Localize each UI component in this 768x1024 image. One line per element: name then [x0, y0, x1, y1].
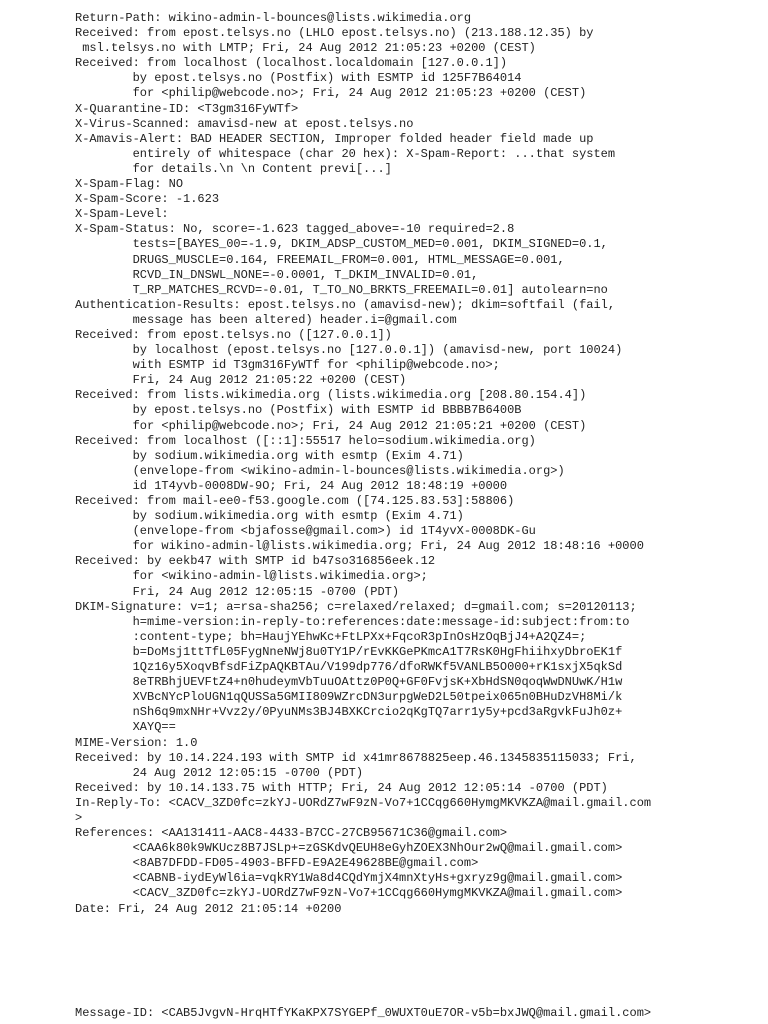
header-line: with ESMTP id T3gm316FyWTf for <philip@webcode.no>;: [75, 358, 500, 373]
header-line-received: Received: by 10.14.224.193 with SMTP id x41mr8678825eep.46.1345835115033; Fri,: [75, 750, 637, 765]
header-line: (envelope-from <bjafosse@gmail.com>) id 1T4yvX-0008DK-Gu: [75, 524, 536, 539]
raw-email-headers: [75, 11, 651, 917]
header-line-date: Date: Fri, 24 Aug 2012 21:05:14 +0200: [75, 901, 342, 916]
header-line-in-reply-to: In-Reply-To: <CACV_3ZD0fc=zkYJ-UORdZ7wF9zN-Vo7+1CCqg660HymgMKVKZA@mail.gmail.com: [75, 795, 652, 810]
header-line-mime-version: MIME-Version: 1.0: [75, 735, 198, 750]
header-line-spam-status: X-Spam-Status: No, score=-1.623 tagged_above=-10 required=2.8: [75, 222, 515, 237]
header-line: 1Qz16y5XoqvBfsdFiZpAQKBTAu/V199dp776/dfoRWKf5VANLB5O000+rK1sxjX5qkSd: [75, 660, 623, 675]
header-line-received: Received: from mail-ee0-f53.google.com ([74.125.83.53]:58806): [75, 494, 515, 508]
header-line-spam-score: X-Spam-Score: -1.623: [75, 192, 220, 207]
header-line: by localhost (epost.telsys.no [127.0.0.1]) (amavisd-new, port 10024): [75, 343, 623, 358]
header-line-references: References: <AA131411-AAC8-4433-B7CC-27CB95671C36@gmail.com>: [75, 826, 508, 841]
header-line: <CAA6k80k9WKUcz8B7JSLp+=zGSKdvQEUH8eGyhZOEX3NhOur2wQ@mail.gmail.com>: [75, 841, 623, 856]
header-line: for <wikino-admin-l@lists.wikimedia.org>;: [75, 569, 428, 584]
header-line-authentication-results: Authentication-Results: epost.telsys.no (amavisd-new); dkim=softfail (fail,: [75, 297, 616, 312]
header-line: for <philip@webcode.no>; Fri, 24 Aug 2012 21:05:21 +0200 (CEST): [75, 418, 587, 433]
header-line: Fri, 24 Aug 2012 12:05:15 -0700 (PDT): [75, 584, 400, 599]
header-line: for details.\n \n Content previ[...]: [75, 161, 392, 176]
header-line-message-id: Message-ID: <CAB5JvgvN-HrqHTfYKaKPX7SYGEPf_0WUXT0uE7OR-v5b=bxJWQ@mail.gmail.com>: [75, 1006, 652, 1020]
header-line: for <philip@webcode.no>; Fri, 24 Aug 2012 21:05:23 +0200 (CEST): [75, 86, 587, 101]
header-line: XAYQ==: [75, 720, 176, 735]
header-line: Received: from epost.telsys.no (LHLO epost.telsys.no) (213.188.12.35) by: [75, 26, 594, 41]
header-line: id 1T4yvb-0008DW-9O; Fri, 24 Aug 2012 18:48:19 +0000: [75, 478, 508, 493]
header-line-quarantine-id: X-Quarantine-ID: <T3gm316FyWTf>: [75, 101, 299, 116]
header-line: Fri, 24 Aug 2012 21:05:22 +0200 (CEST): [75, 373, 407, 388]
header-line: (envelope-from <wikino-admin-l-bounces@lists.wikimedia.org>): [75, 463, 565, 478]
header-line: b=DoMsj1ttTfL05FygNneNWj8u0TY1P/rEvKKGePKmcA1T7RsK0HgFhiihxyDbroEK1f: [75, 644, 623, 659]
header-line: msl.telsys.no with LMTP; Fri, 24 Aug 2012 21:05:23 +0200 (CEST): [75, 41, 536, 56]
header-line: :content-type; bh=HaujYEhwKc+FtLPXx+FqcoR3pInOsHzOqBjJ4+A2QZ4=;: [75, 629, 587, 644]
header-line: entirely of whitespace (char 20 hex): X-Spam-Report: ...that system: [75, 146, 616, 161]
header-line: <CABNB-iydEyWl6ia=vqkRY1Wa8d4CQdYmjX4mnXtyHs+gxryz9g@mail.gmail.com>: [75, 871, 623, 886]
header-line: 8eTRBhjUEVFtZ4+n0hudeymVbTuuOAttz0P0Q+GF0FvjsK+XbHdSN0qoqWwDNUwK/H1w: [75, 675, 623, 690]
header-line: Received: from localhost (localhost.localdomain [127.0.0.1]): [75, 56, 508, 71]
header-line-received: Received: from localhost ([::1]:55517 helo=sodium.wikimedia.org): [75, 433, 536, 448]
header-line-spam-flag: X-Spam-Flag: NO: [75, 177, 184, 192]
header-line: >: [75, 810, 83, 825]
header-line: by sodium.wikimedia.org with esmtp (Exim 4.71): [75, 448, 464, 463]
header-line: by epost.telsys.no (Postfix) with ESMTP id 125F7B64014: [75, 71, 522, 86]
header-line-received: Received: by eekb47 with SMTP id b47so316856eek.12: [75, 554, 436, 569]
header-line: by epost.telsys.no (Postfix) with ESMTP id BBBB7B6400B: [75, 403, 522, 418]
header-line-received: Received: by 10.14.133.75 with HTTP; Fri, 24 Aug 2012 12:05:14 -0700 (PDT): [75, 780, 608, 795]
header-line: message has been altered) header.i=@gmail.com: [75, 312, 457, 327]
header-line: 24 Aug 2012 12:05:15 -0700 (PDT): [75, 765, 364, 780]
header-line-amavis-alert: X-Amavis-Alert: BAD HEADER SECTION, Improper folded header field made up: [75, 131, 594, 146]
header-line: <CACV_3ZD0fc=zkYJ-UORdZ7wF9zN-Vo7+1CCqg660HymgMKVKZA@mail.gmail.com>: [75, 886, 623, 901]
header-line: XVBcNYcPloUGN1qQUSSa5GMII809WZrcDN3urpgWeD2L50tpeix065n0BHuDzVH8Mi/k: [75, 690, 623, 705]
header-line: h=mime-version:in-reply-to:references:date:message-id:subject:from:to: [75, 614, 630, 629]
header-line: nSh6q9mxNHr+Vvz2y/0PyuNMs3BJ4BXKCrcio2qKgTQ7arr1y5y+pcd3aRgvkFuJh0z+: [75, 705, 623, 720]
header-line-spam-level: X-Spam-Level:: [75, 207, 169, 222]
header-line-virus-scanned: X-Virus-Scanned: amavisd-new at epost.telsys.no: [75, 116, 414, 131]
header-line: T_RP_MATCHES_RCVD=-0.01, T_TO_NO_BRKTS_FREEMAIL=0.01] autolearn=no: [75, 282, 608, 297]
header-line: RCVD_IN_DNSWL_NONE=-0.0001, T_DKIM_INVALID=0.01,: [75, 267, 479, 282]
header-line: <8AB7DFDD-FD05-4903-BFFD-E9A2E49628BE@gmail.com>: [75, 856, 479, 871]
header-line-received: Received: from epost.telsys.no ([127.0.0.1]): [75, 327, 392, 342]
header-line-dkim-signature: DKIM-Signature: v=1; a=rsa-sha256; c=relaxed/relaxed; d=gmail.com; s=20120113;: [75, 599, 637, 614]
header-line: DRUGS_MUSCLE=0.164, FREEMAIL_FROM=0.001, HTML_MESSAGE=0.001,: [75, 252, 565, 267]
header-line: tests=[BAYES_00=-1.9, DKIM_ADSP_CUSTOM_MED=0.001, DKIM_SIGNED=0.1,: [75, 237, 608, 252]
header-line-received: Received: from lists.wikimedia.org (lists.wikimedia.org [208.80.154.4]): [75, 388, 587, 403]
header-line-return-path: Return-Path: wikino-admin-l-bounces@lists.wikimedia.org: [75, 11, 472, 25]
header-line: by sodium.wikimedia.org with esmtp (Exim 4.71): [75, 509, 464, 524]
header-line: for wikino-admin-l@lists.wikimedia.org; Fri, 24 Aug 2012 18:48:16 +0000: [75, 539, 644, 554]
